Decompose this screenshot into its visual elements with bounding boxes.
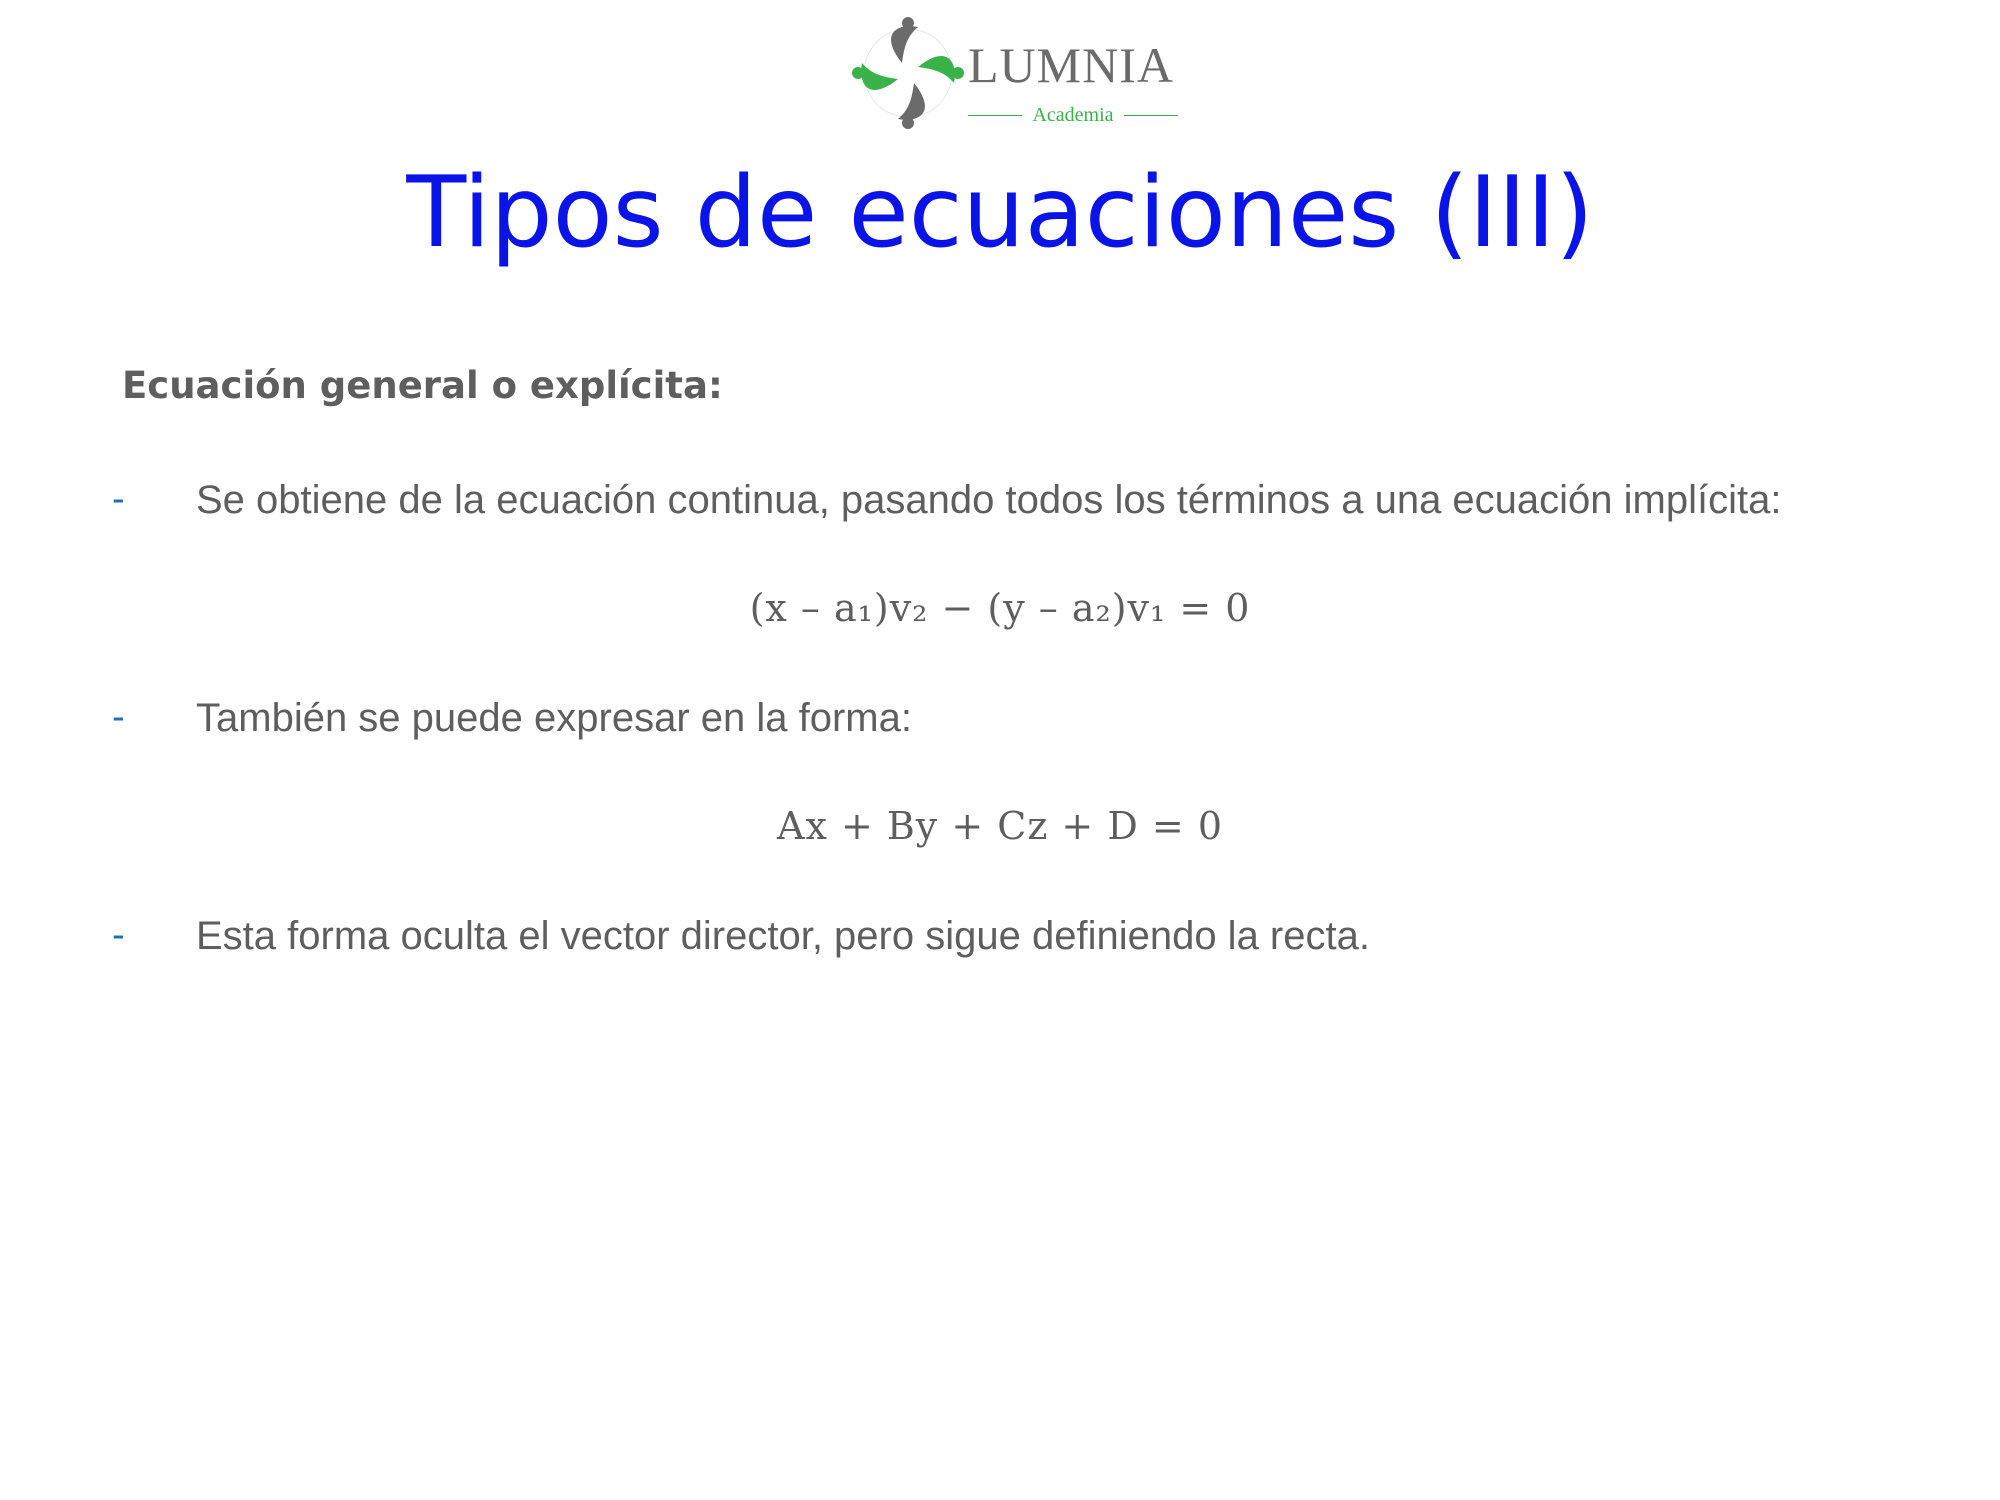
section-heading: Ecuación general o explícita: <box>122 364 723 407</box>
equation-general: (x – a₁)v₂ − (y – a₂)v₁ = 0 <box>749 586 1251 630</box>
bullet-marker: - <box>112 478 125 520</box>
lumnia-logo-icon <box>850 16 966 130</box>
tagline-rule-left <box>968 115 1022 116</box>
tagline-rule-right <box>1124 115 1178 116</box>
bullet-item <box>112 478 1972 538</box>
slide-title: Tipos de ecuaciones (III) <box>406 156 1594 270</box>
lumnia-logo <box>850 16 1180 130</box>
bullet-text: Se obtiene de la ecuación continua, pasando todos los términos a una ecuación implícita: <box>196 478 1782 522</box>
bullet-text: Esta forma oculta el vector director, pero sigue definiendo la recta. <box>196 914 1370 958</box>
bullet-marker: - <box>112 914 125 956</box>
bullet-item <box>112 696 1972 756</box>
bullet-item <box>112 914 1972 974</box>
logo-tagline <box>968 104 1178 127</box>
bullet-marker: - <box>112 696 125 738</box>
logo-tagline-text: Academia <box>1032 104 1114 126</box>
logo-name: LUMNIA <box>968 37 1174 93</box>
bullet-text: También se puede expresar en la forma: <box>196 696 912 740</box>
equation-implicit: Ax + By + Cz + D = 0 <box>777 804 1223 848</box>
